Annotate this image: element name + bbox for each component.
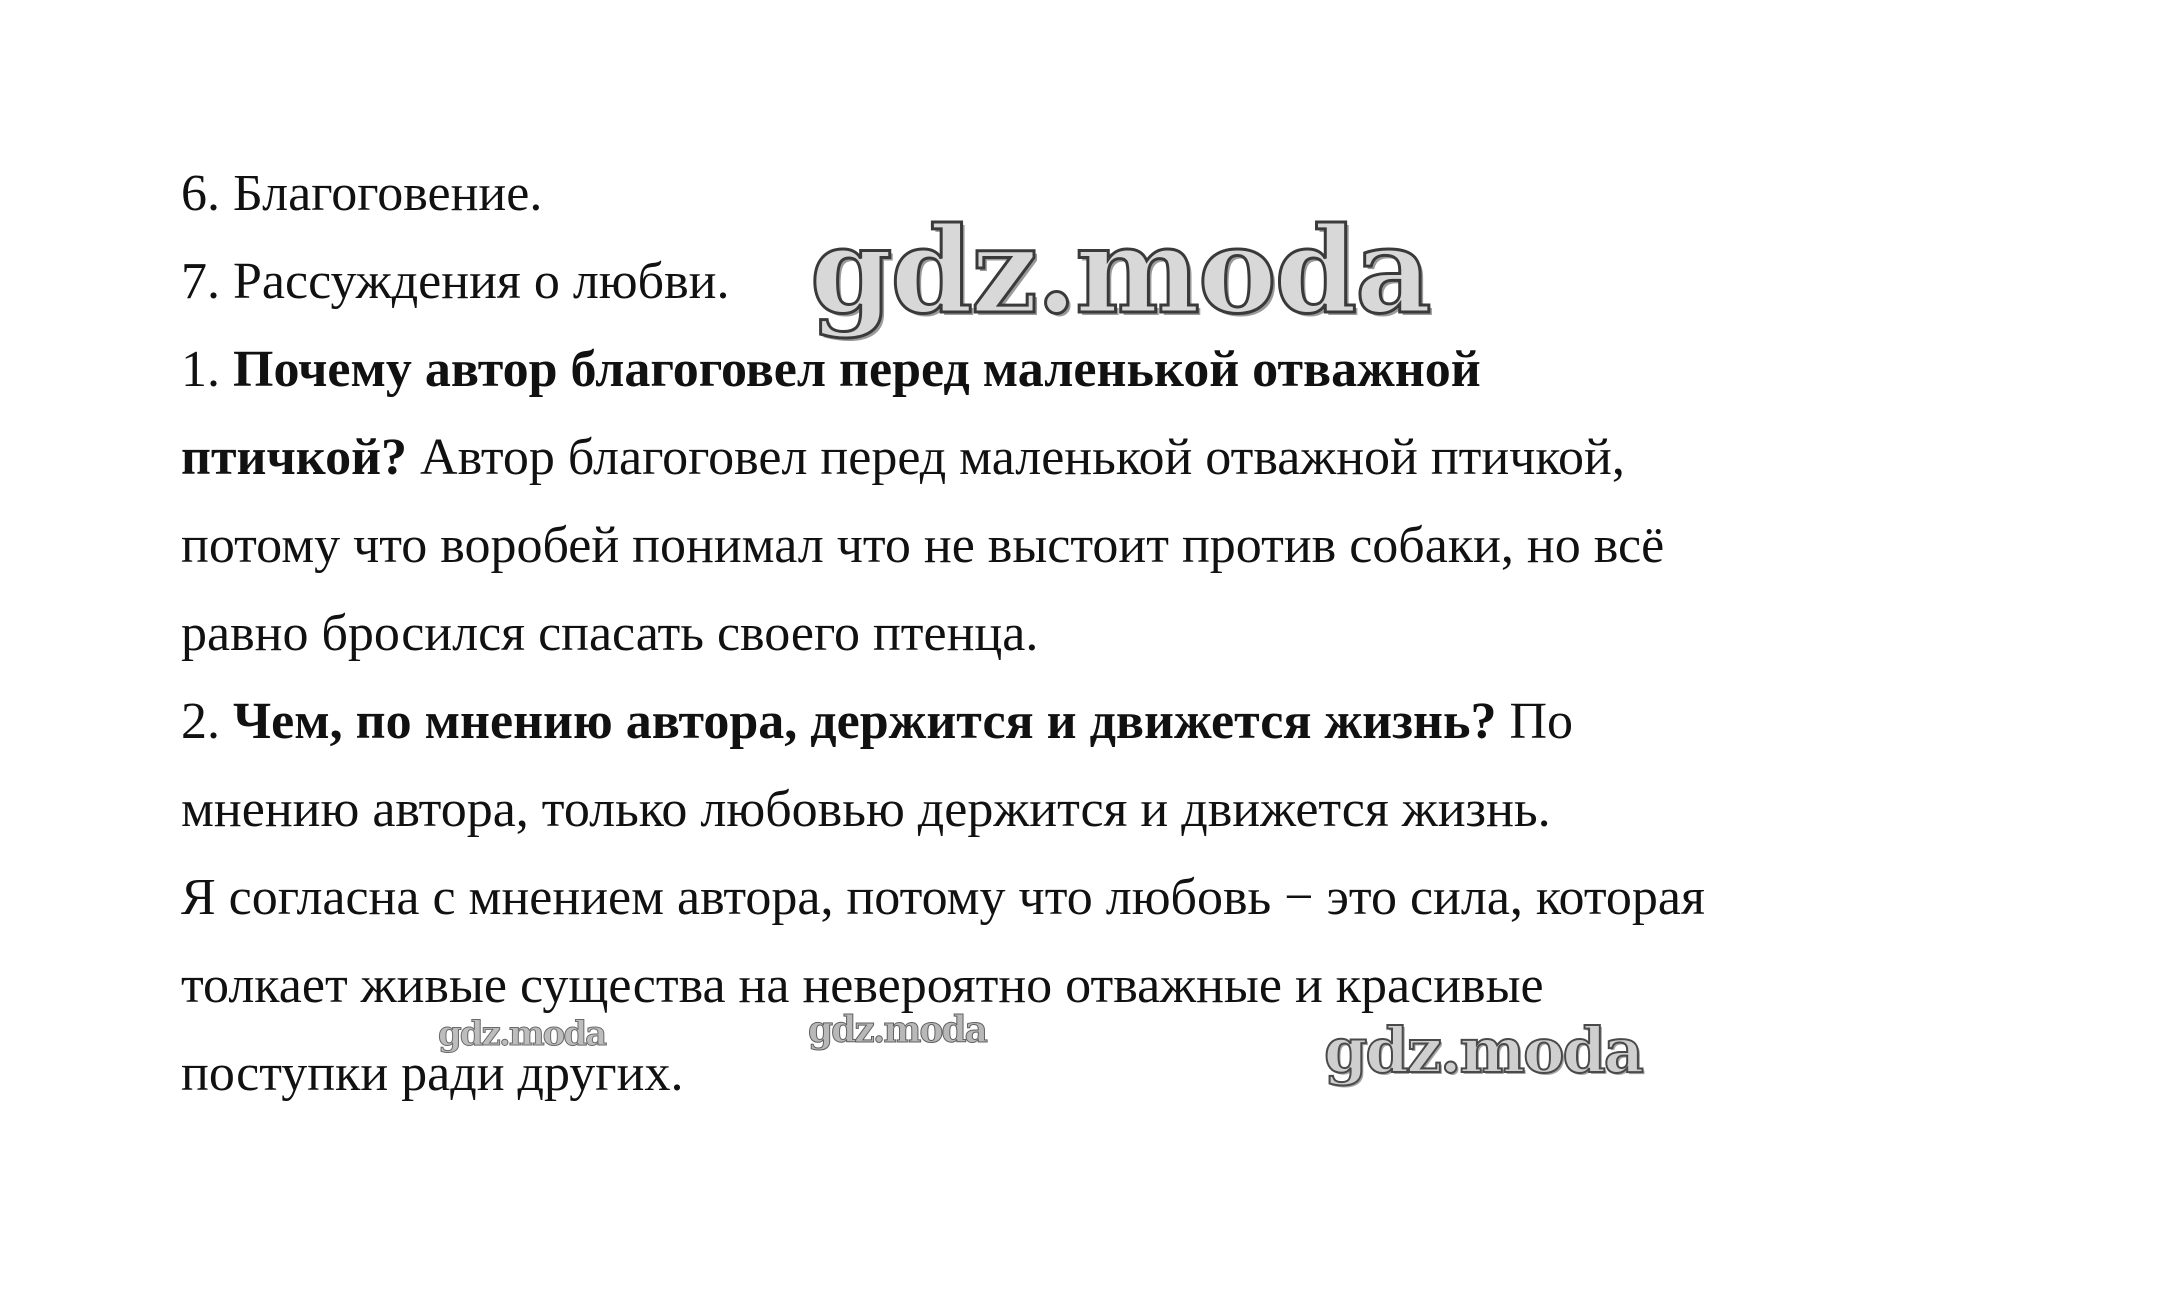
answer-text: Благоговение. — [233, 165, 543, 222]
item-number: 2. — [181, 693, 233, 750]
text-line — [181, 766, 2081, 854]
item-number: 6. — [181, 165, 233, 222]
watermark-medium: gdz.moda — [1324, 1014, 1642, 1087]
text-line — [181, 678, 2081, 766]
watermark-small: gdz.moda — [438, 1014, 606, 1054]
text-line — [181, 414, 2081, 502]
text-line — [181, 502, 2081, 590]
text-line — [181, 854, 2081, 942]
answer-text: равно бросился спасать своего птенца. — [181, 605, 1039, 662]
question-text: Чем, по мнению автора, держится и движется жизнь? — [233, 693, 1497, 750]
question-text: птичкой? — [181, 429, 408, 486]
question-text: Почему автор благоговел перед маленькой отважной — [233, 341, 1481, 398]
text-line — [181, 1030, 2081, 1118]
answer-text: толкает живые существа на невероятно отважные и красивые — [181, 957, 1544, 1014]
answer-text: поступки ради других. — [181, 1045, 684, 1102]
text-line — [181, 238, 2081, 326]
answer-text: Я согласна с мнением автора, потому что любовь − это сила, которая — [181, 869, 1705, 926]
answer-text: мнению автора, только любовью держится и движется жизнь. — [181, 781, 1551, 838]
answer-text: Рассуждения о любви. — [233, 253, 730, 310]
item-number: 7. — [181, 253, 233, 310]
text-line — [181, 590, 2081, 678]
answer-text: потому что воробей понимал что не выстоит против собаки, но всё — [181, 517, 1665, 574]
text-line — [181, 326, 2081, 414]
text-line — [181, 942, 2081, 1030]
answer-text: Автор благоговел перед маленькой отважной птичкой, — [407, 429, 1625, 486]
watermark-small: gdz.moda — [808, 1009, 986, 1051]
answer-text: По — [1496, 693, 1574, 750]
text-block — [181, 150, 2081, 1118]
text-line — [181, 150, 2081, 238]
item-number: 1. — [181, 341, 233, 398]
watermark-large: gdz.moda — [810, 201, 1430, 340]
